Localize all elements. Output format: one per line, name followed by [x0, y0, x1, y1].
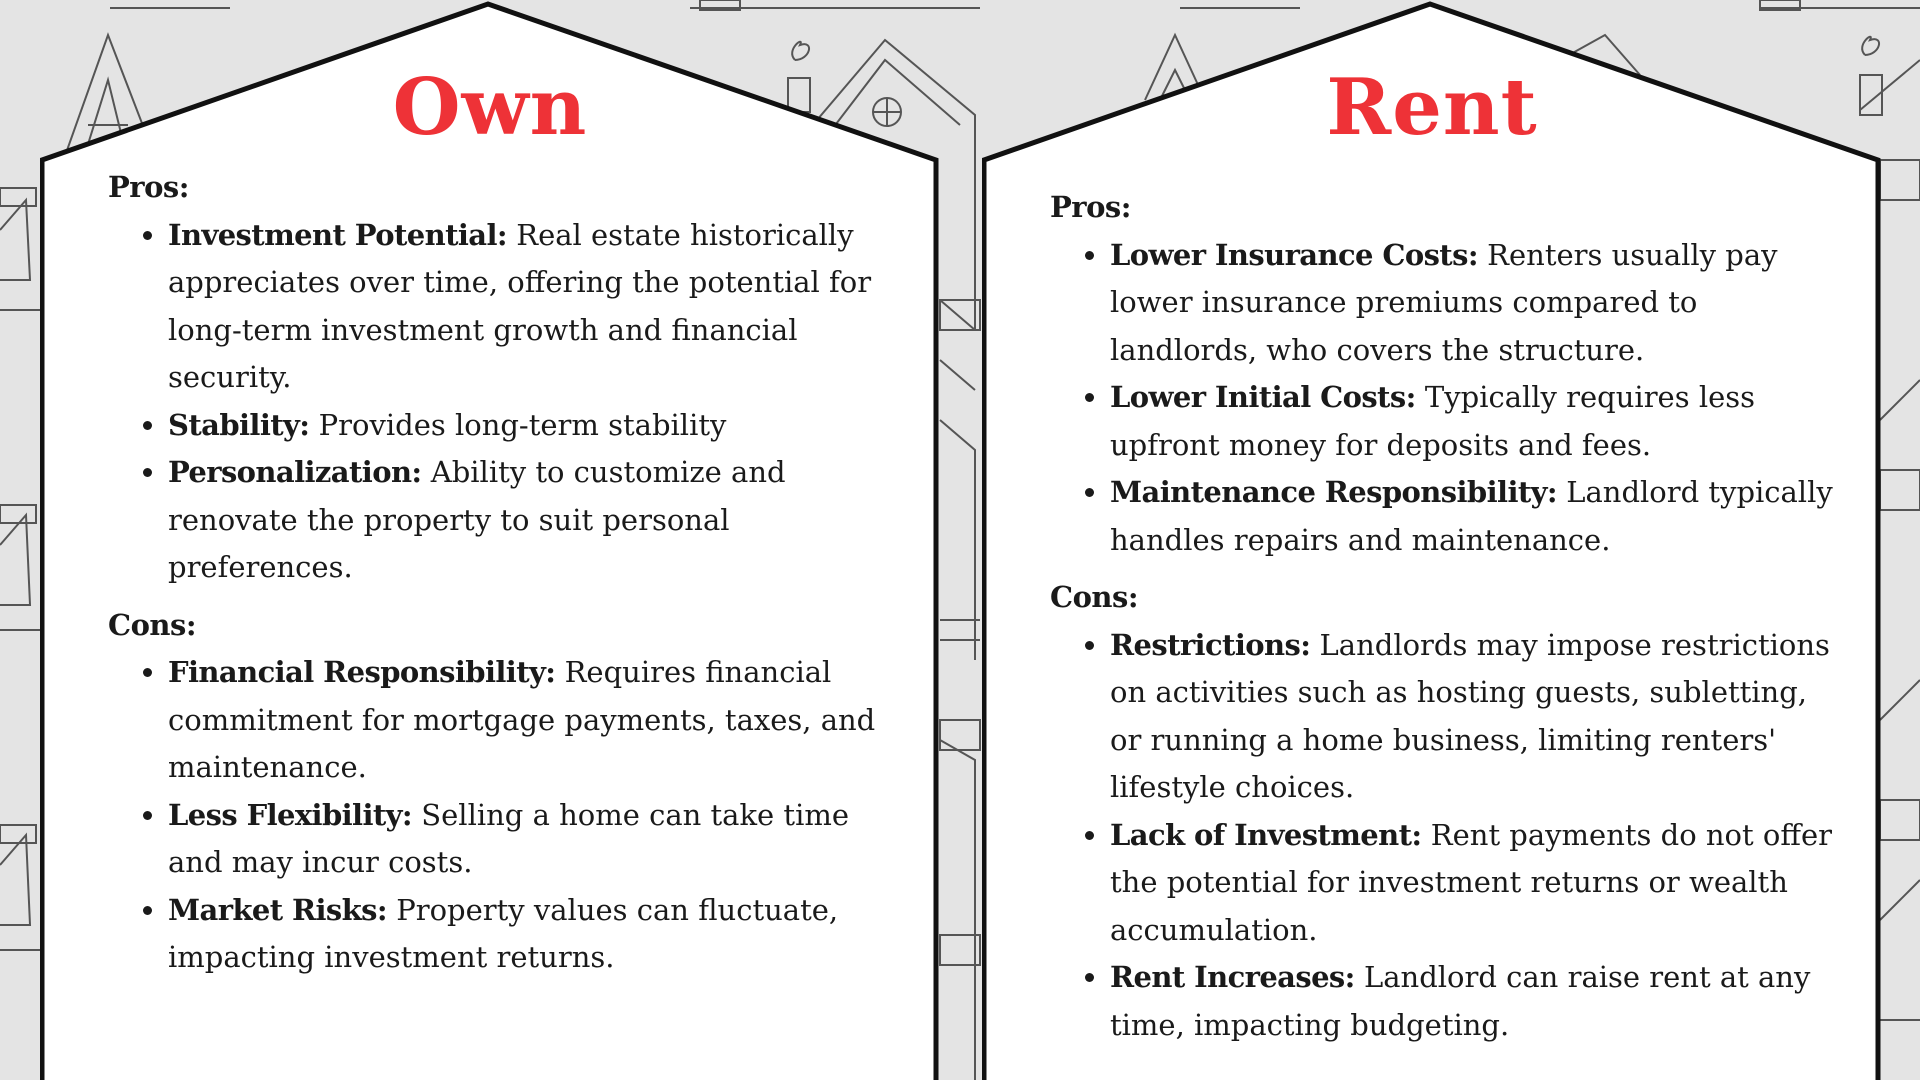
item-term: Financial Responsibility: [168, 655, 556, 689]
list-item [1110, 622, 1840, 812]
own-cons-list [108, 649, 898, 982]
item-term: Lower Initial Costs: [1110, 380, 1416, 414]
own-title: Own [392, 62, 588, 153]
rent-pros-section [1050, 184, 1840, 564]
list-item [1110, 232, 1840, 375]
item-text: Real estate historically appreciates over time, offering the potential for long-term investment growth and financial security. [168, 217, 872, 394]
list-item [1110, 374, 1840, 469]
own-pros-section [108, 164, 898, 592]
list-item [168, 792, 898, 887]
item-text: Provides long-term stability [318, 407, 727, 442]
item-text: Renters usually pay lower insurance premiums compared to landlords, who covers the structure. [1110, 237, 1778, 367]
rent-pros-list [1050, 232, 1840, 565]
list-item [168, 212, 898, 402]
own-pros-list [108, 212, 898, 592]
own-pros-heading: Pros: [108, 170, 189, 204]
item-text: Property values can fluctuate, impacting investment returns. [168, 892, 839, 974]
item-term: Personalization: [168, 455, 422, 489]
item-term: Lower Insurance Costs: [1110, 237, 1478, 272]
item-term: Stability: [168, 407, 310, 442]
item-text: Typically requires less upfront money for deposits and fees. [1110, 380, 1756, 462]
rent-pros-heading: Pros: [1050, 190, 1131, 224]
item-text: Requires financial commitment for mortgage payments, taxes, and maintenance. [168, 655, 876, 784]
rent-title: Rent [1326, 62, 1538, 153]
list-item [1110, 812, 1840, 955]
item-text: Landlord typically handles repairs and maintenance. [1110, 475, 1833, 557]
own-cons-heading: Cons: [108, 607, 197, 642]
item-term: Less Flexibility: [168, 797, 413, 832]
rent-cons-heading: Cons: [1050, 580, 1139, 614]
item-text: Rent payments do not offer the potential for investment returns or wealth accumulation. [1110, 817, 1832, 947]
list-item [168, 402, 898, 450]
item-text: Landlords may impose restrictions on activities such as hosting guests, subletting, or running a home business, limiting renters' lifestyle choices. [1110, 627, 1830, 804]
item-term: Investment Potential: [168, 217, 508, 252]
list-item [168, 887, 898, 982]
item-term: Maintenance Responsibility: [1110, 475, 1558, 509]
own-body [108, 164, 898, 992]
item-text: Ability to customize and renovate the property to suit personal preferences. [168, 455, 786, 584]
rent-body [1050, 184, 1840, 1059]
item-text: Landlord can raise rent at any time, impacting budgeting. [1110, 960, 1811, 1042]
list-item [1110, 954, 1840, 1049]
item-term: Lack of Investment: [1110, 817, 1422, 852]
own-card [40, 0, 940, 1080]
item-term: Restrictions: [1110, 627, 1311, 662]
own-cons-section [108, 602, 898, 982]
list-item [168, 649, 898, 792]
item-text: Selling a home can take time and may incur costs. [168, 797, 850, 879]
rent-cons-section [1050, 574, 1840, 1049]
item-term: Rent Increases: [1110, 960, 1355, 994]
item-term: Market Risks: [168, 892, 387, 927]
list-item [168, 449, 898, 592]
rent-card [982, 0, 1882, 1080]
list-item [1110, 469, 1840, 564]
rent-cons-list [1050, 622, 1840, 1050]
